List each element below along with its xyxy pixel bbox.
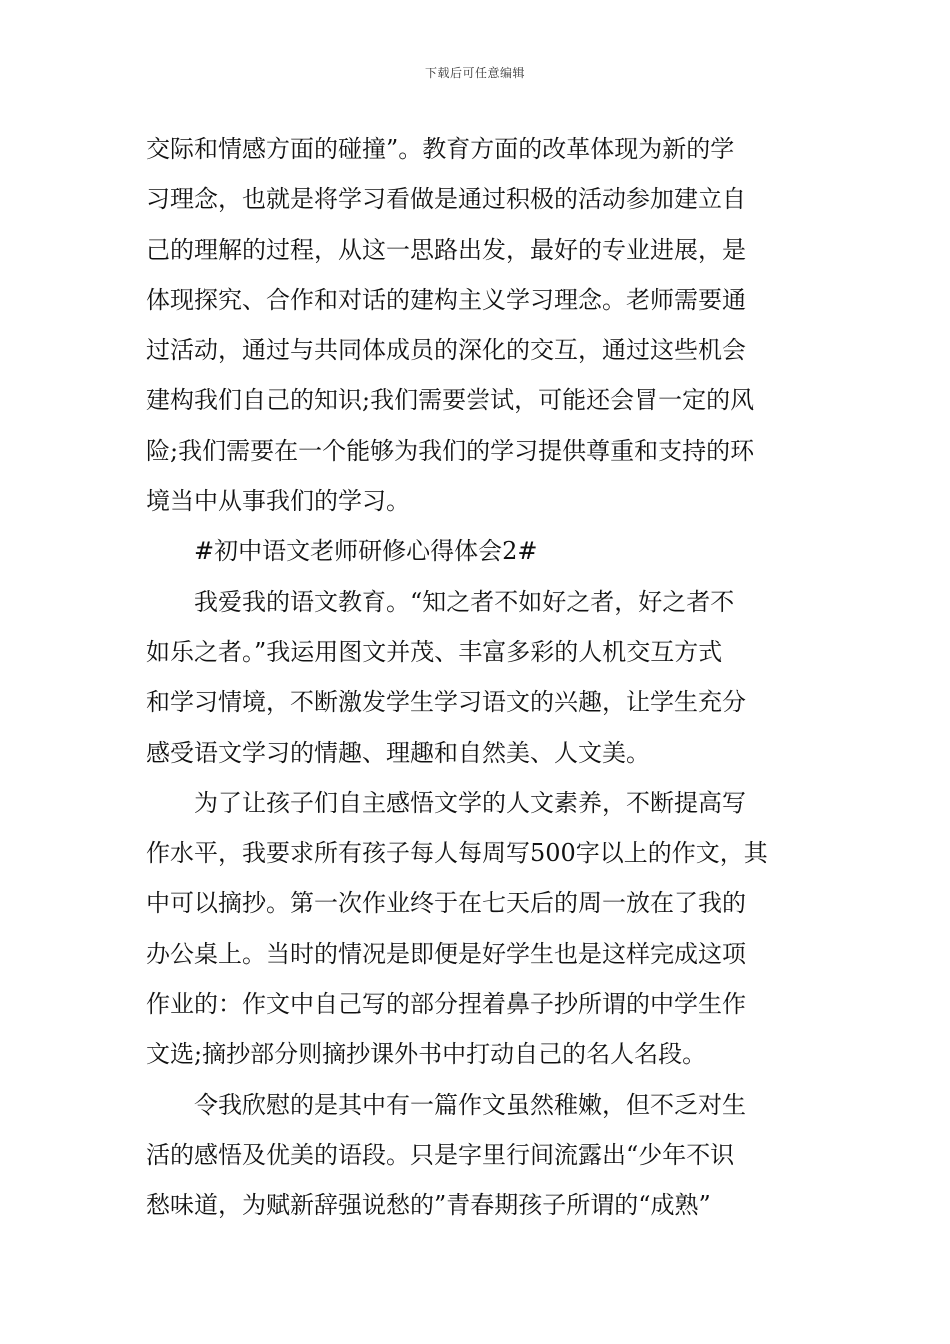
text-line: 境当中从事我们的学习。 bbox=[146, 487, 410, 516]
text-line: 活的感悟及优美的语段。只是字里行间流露出“少年不识 bbox=[146, 1140, 735, 1169]
text-line: 为了让孩子们自主感悟文学的人文素养，不断提高写 bbox=[194, 788, 746, 817]
text-line: 己的理解的过程，从这一思路出发，最好的专业进展，是 bbox=[146, 235, 746, 264]
text-line: 体现探究、合作和对话的建构主义学习理念。老师需要通 bbox=[146, 285, 746, 314]
text-line: 过活动，通过与共同体成员的深化的交互，通过这些机会 bbox=[146, 336, 746, 365]
text-line: 建构我们自己的知识;我们需要尝试，可能还会冒一定的风 bbox=[146, 386, 755, 415]
text-line: 作水平，我要求所有孩子每人每周写500字以上的作文，其 bbox=[146, 839, 768, 868]
text-line: 如乐之者。”我运用图文并茂、丰富多彩的人机交互方式 bbox=[146, 637, 723, 666]
text-line: 和学习情境，不断激发学生学习语文的兴趣，让学生充分 bbox=[146, 688, 746, 717]
text-line: 我爱我的语文教育。“知之者不如好之者，好之者不 bbox=[194, 587, 735, 616]
text-line: 愁味道，为赋新辞强说愁的”青春期孩子所谓的“成熟” bbox=[146, 1191, 711, 1220]
text-line: 习理念，也就是将学习看做是通过积极的活动参加建立自 bbox=[146, 185, 746, 214]
text-line: 文选;摘抄部分则摘抄课外书中打动自己的名人名段。 bbox=[146, 1040, 707, 1069]
text-line: 作业的：作文中自己写的部分捏着鼻子抄所谓的中学生作 bbox=[146, 990, 746, 1019]
document-body bbox=[146, 124, 806, 1231]
section-heading: #初中语文老师研修心得体会2# bbox=[194, 537, 538, 566]
text-line: 感受语文学习的情趣、理趣和自然美、人文美。 bbox=[146, 738, 650, 767]
page-header: 下载后可任意编辑 bbox=[424, 66, 525, 80]
text-line: 交际和情感方面的碰撞”。教育方面的改革体现为新的学 bbox=[146, 135, 735, 163]
text-line: 险;我们需要在一个能够为我们的学习提供尊重和支持的环 bbox=[146, 436, 755, 465]
text-line: 中可以摘抄。第一次作业终于在七天后的周一放在了我的 bbox=[146, 889, 746, 918]
text-line: 办公桌上。当时的情况是即便是好学生也是这样完成这项 bbox=[146, 939, 746, 968]
text-line: 令我欣慰的是其中有一篇作文虽然稚嫩，但不乏对生 bbox=[194, 1090, 746, 1119]
